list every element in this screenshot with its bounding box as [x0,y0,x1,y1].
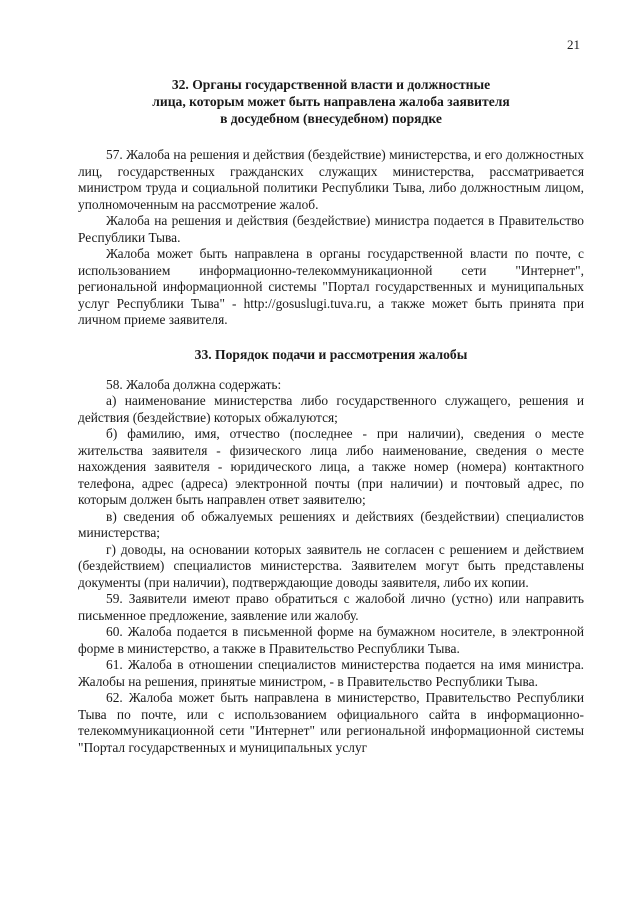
paragraph-59: 59. Заявители имеют право обратиться с жалобой лично (устно) или направить письменное предложение, заявление или жалобу. [78,591,584,623]
paragraph-57-minister-complaint: Жалоба на решения и действия (бездействие) министра подается в Правительство Республики Тыва. [78,213,584,245]
paragraph-57-submission-channels: Жалоба может быть направлена в органы государственной власти по почте, с использованием информационно-телекоммуникационной сети "Интернет", региональной информационной системы "Портал государственных и муниципальных услуг Республики Тыва" - http://gosuslugi.tuva.ru, а также может быть принята при личном приеме заявителя. [78,246,584,327]
paragraph-58-item-a: а) наименование министерства либо государственного служащего, решения и действия (бездействие) которых обжалуются; [78,393,584,425]
section-32-heading-line: в досудебном (внесудебном) порядке [220,111,442,126]
paragraph-57: 57. Жалоба на решения и действия (бездействие) министерства, и его должностных лиц, государственных гражданских служащих министерства, рассматривается министром труда и социальной политики Республики Тыва, либо должностным лицом, уполномоченным на рассмотрение жалоб. [78,147,584,212]
document-body [78,76,584,756]
section-32-heading-line: лица, которым может быть направлена жалоба заявителя [152,94,510,109]
paragraph-60: 60. Жалоба подается в письменной форме на бумажном носителе, в электронной форме в министерство, а также в Правительство Республики Тыва. [78,624,584,656]
section-32-heading-line: 32. Органы государственной власти и должностные [171,77,491,92]
paragraph-58: 58. Жалоба должна содержать: [106,376,282,392]
section-33-heading: 33. Порядок подачи и рассмотрения жалобы [194,346,468,362]
paragraph-58-item-b: б) фамилию, имя, отчество (последнее - при наличии), сведения о месте жительства заявителя - физического лица либо наименование, сведения о месте нахождения заявителя - юридического лица, а также номер (номера) контактного телефона, адрес (адреса) электронной почты (при наличии) и почтовый адрес, по которым должен быть направлен ответ заявителю; [78,426,584,507]
paragraph-58-item-v: в) сведения об обжалуемых решениях и действиях (бездействии) специалистов министерства; [78,508,584,540]
section-32-heading [78,76,584,127]
paragraph-58-item-g: г) доводы, на основании которых заявитель не согласен с решением и действием (бездействием) специалистов министерства. Заявителем могут быть представлены документы (при наличии), подтверждающие доводы заявителя, либо их копии. [78,541,584,590]
paragraph-61: 61. Жалоба в отношении специалистов министерства подается на имя министра. Жалобы на решения, принятые министром, - в Правительство Республики Тыва. [78,657,584,689]
page-number: 21 [567,37,580,52]
paragraph-62: 62. Жалоба может быть направлена в министерство, Правительство Республики Тыва по почте, или с использованием официального сайта в информационно-телекоммуникационной сети "Интернет" или региональной информационной системы "Портал государственных и муниципальных услуг [78,690,584,755]
